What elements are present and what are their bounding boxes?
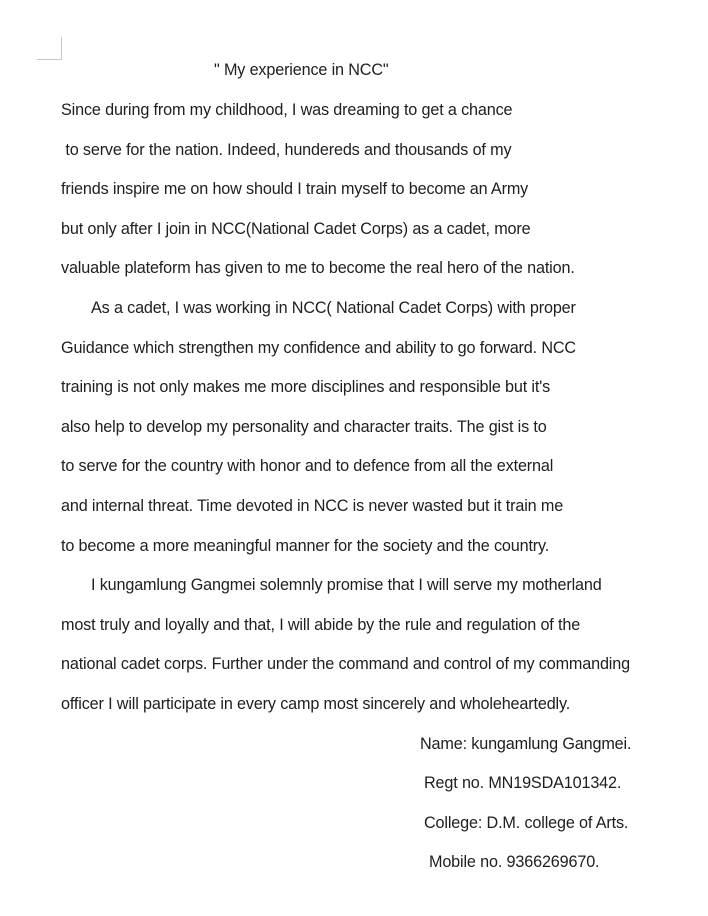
paragraph-1-line-1: Since during from my childhood, I was dreaming to get a chance — [61, 101, 513, 119]
page-corner-marker — [37, 37, 62, 60]
document-title: " My experience in NCC" — [214, 61, 389, 79]
signature-mobile: Mobile no. 9366269670. — [429, 853, 600, 871]
paragraph-3-line-2: most truly and loyally and that, I will abide by the rule and regulation of the — [61, 616, 581, 634]
signature-name: Name: kungamlung Gangmei. — [420, 735, 632, 753]
signature-college: College: D.M. college of Arts. — [424, 814, 629, 832]
paragraph-2-line-4: also help to develop my personality and character traits. The gist is to — [61, 418, 547, 436]
paragraph-1-line-4: but only after I join in NCC(National Cadet Corps) as a cadet, more — [61, 220, 531, 238]
paragraph-2-line-7: to become a more meaningful manner for the society and the country. — [61, 537, 550, 555]
paragraph-3-line-4: officer I will participate in every camp most sincerely and wholeheartedly. — [61, 695, 571, 713]
paragraph-1-line-3: friends inspire me on how should I train myself to become an Army — [61, 180, 529, 198]
paragraph-1-line-2: to serve for the nation. Indeed, hundereds and thousands of my — [61, 141, 512, 159]
paragraph-2-line-1: As a cadet, I was working in NCC( National Cadet Corps) with proper — [91, 299, 576, 317]
paragraph-2-line-3: training is not only makes me more disciplines and responsible but it's — [61, 378, 551, 396]
paragraph-3-line-1: I kungamlung Gangmei solemnly promise that I will serve my motherland — [91, 576, 602, 594]
paragraph-2-line-6: and internal threat. Time devoted in NCC is never wasted but it train me — [61, 497, 564, 515]
paragraph-3-line-3: national cadet corps. Further under the command and control of my commanding — [61, 655, 630, 673]
paragraph-2-line-5: to serve for the country with honor and to defence from all the external — [61, 457, 554, 475]
paragraph-2-line-2: Guidance which strengthen my confidence and ability to go forward. NCC — [61, 339, 576, 357]
paragraph-1-line-5: valuable plateform has given to me to become the real hero of the nation. — [61, 259, 575, 277]
signature-regt-no: Regt no. MN19SDA101342. — [424, 774, 622, 792]
